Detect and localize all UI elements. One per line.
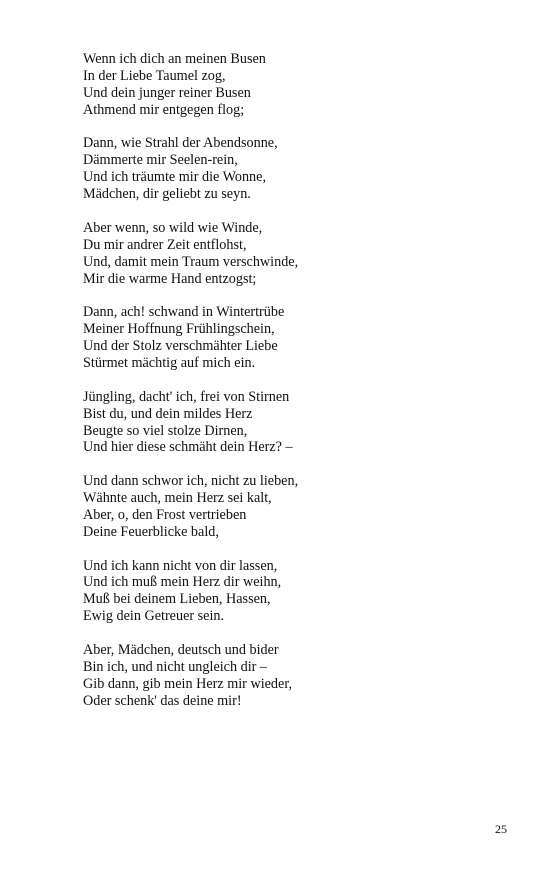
poem-line: Oder schenk' das deine mir! — [83, 692, 242, 709]
poem-line: Und ich träumte mir die Wonne, — [83, 169, 266, 186]
poem-line: Und ich kann nicht von dir lassen, — [83, 557, 278, 574]
poem-line: Und, damit mein Traum verschwinde, — [83, 253, 299, 270]
poem-line: Athmend mir entgegen flog; — [83, 101, 245, 118]
stanza-3 — [83, 220, 523, 288]
stanza-7 — [83, 558, 523, 626]
poem-line: Muß bei deinem Lieben, Hassen, — [83, 591, 271, 608]
poem-line: Du mir andrer Zeit entflohst, — [83, 236, 247, 253]
poem-line: Meiner Hoffnung Frühlingschein, — [83, 321, 275, 338]
poem-line: Gib dann, gib mein Herz mir wieder, — [83, 675, 293, 692]
poem-line: Und dann schwor ich, nicht zu lieben, — [83, 473, 299, 490]
poem-line: Und ich muß mein Herz dir weihn, — [83, 574, 282, 591]
poem-line: Deine Feuerblicke bald, — [83, 523, 219, 540]
poem-line: Wähnte auch, mein Herz sei kalt, — [83, 490, 272, 507]
poem-line: In der Liebe Taumel zog, — [83, 67, 226, 84]
poem-line: Und hier diese schmäht dein Herz? – — [83, 439, 293, 456]
poem-line: Stürmet mächtig auf mich ein. — [83, 354, 256, 371]
poem-body — [83, 51, 523, 726]
poem-line: Bin ich, und nicht ungleich dir – — [83, 658, 268, 675]
poem-line: Aber, o, den Frost vertrieben — [83, 506, 247, 523]
stanza-2 — [83, 135, 523, 203]
poem-line: Mädchen, dir geliebt zu seyn. — [83, 186, 251, 203]
poem-line: Mir die warme Hand entzogst; — [83, 270, 257, 287]
poem-line: Ewig dein Getreuer sein. — [83, 608, 225, 625]
stanza-6 — [83, 473, 523, 541]
stanza-5 — [83, 389, 523, 457]
page-number: 25 — [495, 822, 507, 836]
poem-line: Bist du, und dein mildes Herz — [83, 405, 253, 422]
poem-line: Wenn ich dich an meinen Busen — [83, 51, 266, 67]
stanza-8 — [83, 642, 523, 710]
stanza-1 — [83, 51, 523, 119]
stanza-4 — [83, 304, 523, 372]
poem-line: Aber wenn, so wild wie Winde, — [83, 219, 263, 236]
poem-line: Und der Stolz verschmähter Liebe — [83, 338, 278, 355]
poem-line: Dann, ach! schwand in Wintertrübe — [83, 304, 285, 321]
poem-line: Dann, wie Strahl der Abendsonne, — [83, 135, 278, 152]
poem-line: Dämmerte mir Seelen-rein, — [83, 152, 238, 169]
poem-line: Beugte so viel stolze Dirnen, — [83, 422, 248, 439]
poem-line: Und dein junger reiner Busen — [83, 84, 251, 101]
poem-line: Aber, Mädchen, deutsch und bider — [83, 641, 279, 658]
poem-line: Jüngling, dacht' ich, frei von Stirnen — [83, 388, 290, 405]
